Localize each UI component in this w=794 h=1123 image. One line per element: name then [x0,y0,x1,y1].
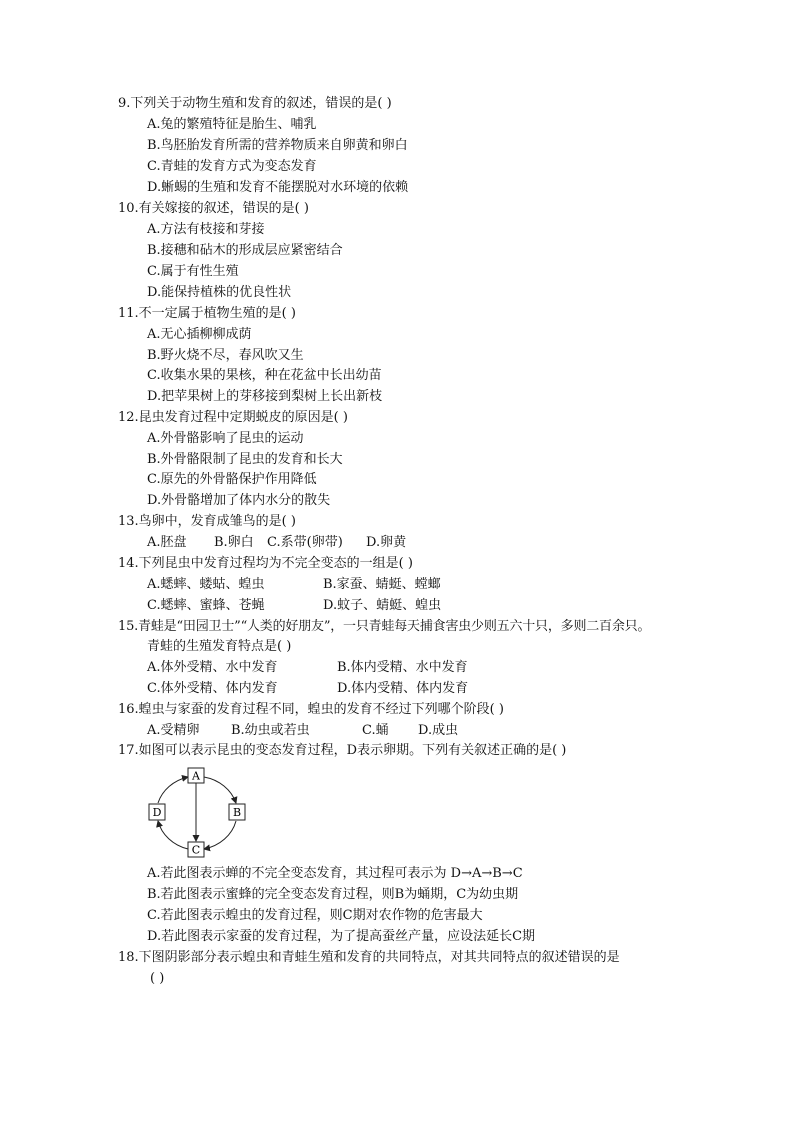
question-10-stem: 10.有关嫁接的叙述，错误的是( ) [118,201,309,216]
question-11-option-b: B.野火烧不尽，春风吹又生 [147,348,304,363]
question-10-option-d: D.能保持植株的优良性状 [147,285,292,300]
question-11-option-d: D.把苹果树上的芽移接到梨树上长出新枝 [147,389,383,404]
arrow-d-to-a [158,777,188,803]
stage-label-d: D [152,806,162,819]
question-15-option-c: C.体外受精、体内发育 [147,681,278,696]
question-15-stem-continued: 青蛙的生殖发育特点是( ) [147,639,292,654]
question-14-options-row2 [147,596,441,616]
question-16-option-c: C.蛹 [362,723,389,738]
stage-label-c: C [191,843,201,857]
question-10-option-b: B.接穗和砧木的形成层应紧密结合 [147,243,343,258]
question-18-answer-blank: ( ) [150,971,165,986]
question-12-option-c: C.原先的外骨骼保护作用降低 [147,472,317,487]
question-15-option-d: D.体内受精、体内发育 [337,681,469,696]
question-9-option-d: D.蜥蜴的生殖和发育不能摆脱对水环境的依赖 [147,180,409,195]
question-12-stem: 12.昆虫发育过程中定期蜕皮的原因是( ) [118,410,348,425]
question-13-options [147,533,406,553]
question-14-option-b: B.家蚕、蜻蜓、螳螂 [323,577,441,592]
question-9-stem: 9.下列关于动物生殖和发育的叙述，错误的是( ) [118,96,392,111]
question-13-option-a: A.胚盘 [147,535,187,550]
question-13-option-d: D.卵黄 [366,535,407,550]
question-17-option-b: B.若此图表示蜜蜂的完全变态发育过程，则B为蛹期，C为幼虫期 [147,887,519,902]
question-10-option-a: A.方法有枝接和芽接 [147,222,265,237]
stage-label-a: A [192,769,200,783]
question-17-option-d: D.若此图表示家蚕的发育过程，为了提高蚕丝产量，应设法延长C期 [147,929,536,944]
question-17-option-c: C.若此图表示蝗虫的发育过程，则C期对农作物的危害最大 [147,908,483,923]
question-12-option-d: D.外骨骼增加了体内水分的散失 [147,493,331,508]
question-14-stem: 14.下列昆虫中发育过程均为不完全变态的一组是( ) [118,556,413,571]
question-12-option-b: B.外骨骼限制了昆虫的发育和长大 [147,452,343,467]
question-13-option-c: C.系带(卵带) [267,535,343,550]
question-13-option-b: B.卵白 [214,535,254,550]
question-10-option-c: C.属于有性生殖 [147,264,239,279]
stage-label-b: B [232,806,242,819]
question-15-option-a: A.体外受精、水中发育 [147,660,278,675]
question-15-options-row1 [147,658,468,678]
question-17-stem: 17.如图可以表示昆虫的变态发育过程，D表示卵期。下列有关叙述正确的是( ) [118,743,567,758]
question-17-option-a: A.若此图表示蝉的不完全变态发育，其过程可表示为 D→A→B→C [147,866,523,881]
question-16-stem: 16.蝗虫与家蚕的发育过程不同，蝗虫的发育不经过下列哪个阶段( ) [118,702,504,717]
question-11-option-c: C.收集水果的果核，种在花盆中长出幼苗 [147,368,382,383]
question-16-option-d: D.成虫 [418,723,459,738]
question-16-option-a: A.受精卵 [147,723,200,738]
question-12-option-a: A.外骨骼影响了昆虫的运动 [147,431,304,446]
question-9-option-c: C.青蛙的发育方式为变态发育 [147,159,317,174]
question-11-option-a: A.无心插柳柳成荫 [147,327,252,342]
question-11-stem: 11.不一定属于植物生殖的是( ) [118,306,296,321]
question-16-option-b: B.幼虫或若虫 [231,723,310,738]
question-14-option-c: C.蟋蟀、蜜蜂、苍蝇 [147,598,265,613]
question-15-stem: 15.青蛙是“田园卫士”“人类的好朋友”，一只青蛙每天捕食害虫少则五六十只，多则二百余只。 [118,619,651,634]
insect-development-cycle-diagram [146,765,250,861]
arrow-c-to-d [158,821,188,849]
question-16-options [147,721,458,741]
question-14-option-d: D.蚊子、蜻蜓、蝗虫 [323,598,442,613]
question-15-option-b: B.体内受精、水中发育 [337,660,468,675]
question-13-stem: 13.鸟卵中，发育成雏鸟的是( ) [118,514,296,529]
question-9-option-a: A.兔的繁殖特征是胎生、哺乳 [147,117,317,132]
question-18-stem: 18.下图阴影部分表示蝗虫和青蛙生殖和发育的共同特点，对其共同特点的叙述错误的是 [118,950,620,965]
arrow-b-to-c [204,821,236,849]
question-15-options-row2 [147,679,468,699]
question-9-option-b: B.鸟胚胎发育所需的营养物质来自卵黄和卵白 [147,138,408,153]
question-14-options-row1 [147,575,441,595]
arrow-a-to-b [204,777,236,803]
question-14-option-a: A.蟋蟀、蝼蛄、蝗虫 [147,577,265,592]
